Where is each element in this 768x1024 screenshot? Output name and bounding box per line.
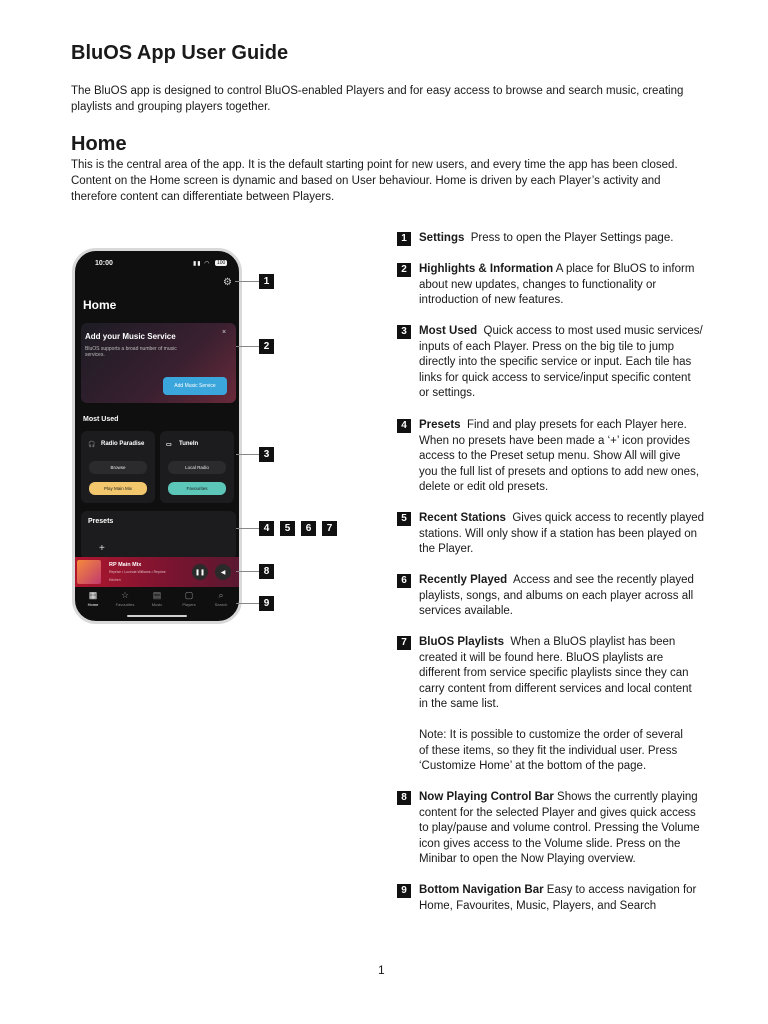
legend-number: 6 (397, 574, 411, 588)
browse-button[interactable]: Browse (89, 461, 147, 474)
leader-line (236, 571, 259, 572)
legend-text: directly into the specific service or input. Each tile has (419, 356, 692, 368)
legend-text: to play/pause and volume control. Pressing the Volume (419, 822, 700, 834)
nav-home[interactable] (78, 590, 108, 607)
legend-text: When a BluOS playlist has been (510, 636, 676, 648)
favourites-button[interactable]: Favourites (168, 482, 226, 495)
callout-marker: 6 (301, 521, 316, 536)
minibar-location: Kitchen (109, 578, 121, 582)
note-line: ‘Customize Home’ at the bottom of the page. (419, 760, 647, 772)
legend-term: Recent Stations (419, 512, 506, 524)
legend-text: When no presets have been made a ‘+’ icon provides (419, 434, 690, 447)
callout-marker: 2 (259, 339, 274, 354)
legend-body (419, 262, 715, 309)
legend-text: stations. Will only show if a station has been played on (419, 527, 698, 540)
minibar-title: RP Main Mix (109, 562, 142, 568)
legend-text: Easy to access navigation for (546, 884, 697, 896)
callout-marker: 5 (280, 521, 295, 536)
legend-text: created it will be found here. BluOS playlists are (419, 651, 664, 664)
page-number: 1 (378, 963, 385, 977)
highlight-card-title: Add your Music Service (85, 332, 176, 341)
legend-number: 7 (397, 636, 411, 650)
note-line: of these items, so they fit the individual user. Press (419, 744, 678, 757)
legend-number: 9 (397, 884, 411, 898)
legend-body (419, 511, 715, 558)
home-line: This is the central area of the app. It is the default starting point for new users, and every time the app has been closed. (71, 159, 678, 171)
tile-name: TuneIn (179, 441, 199, 447)
phone-home-title: Home (83, 298, 117, 312)
legend-term: Most Used (419, 325, 478, 337)
highlight-card-description: BluOS supports a broad number of music services. (85, 346, 177, 358)
intro-line: The BluOS app is designed to control BluOS-enabled Players and for easy access to browse and search music, creating (71, 85, 684, 97)
intro-line: playlists and grouping players together. (71, 101, 271, 113)
presets-label: Presets (88, 518, 114, 525)
legend-text: icon gives access to the Volume slide. Press on the (419, 837, 681, 850)
legend-body (419, 883, 715, 914)
legend-body (419, 635, 715, 713)
legend-text: content for the selected Player and gives quick access (419, 806, 696, 819)
legend-number: 8 (397, 791, 411, 805)
callout-marker: 9 (259, 596, 274, 611)
local-radio-button[interactable]: Local Radio (168, 461, 226, 474)
legend-number: 5 (397, 512, 411, 526)
tile-name: Radio Paradise (101, 441, 145, 447)
minibar-subtitle: Reprise • Lucinda Williams • Reprise (109, 570, 166, 574)
legend-term: Settings (419, 232, 465, 244)
phone-screenshot (72, 248, 242, 624)
legend-text: playlists, songs, and albums on each player across all (419, 589, 694, 602)
status-time: 10:00 (95, 260, 113, 267)
callout-marker: 4 (259, 521, 274, 536)
play-main-mix-button[interactable]: Play Main Mix (89, 482, 147, 495)
legend-number: 2 (397, 263, 411, 277)
plus-icon[interactable]: + (99, 543, 105, 554)
legend-text: the Player. (419, 543, 474, 555)
callout-marker: 3 (259, 447, 274, 462)
legend-term: Recently Played (419, 574, 508, 586)
battery-icon: 100 (217, 260, 226, 266)
legend-text: delete or edit old presets. (419, 481, 549, 493)
legend-term: Highlights & Information (419, 263, 554, 275)
nav-label: Favourites (115, 602, 135, 607)
legend-text: Find and play presets for each Player here. (466, 419, 687, 431)
legend-number: 3 (397, 325, 411, 339)
legend-text: services available. (419, 605, 513, 617)
nav-label: Players (182, 602, 196, 607)
volume-icon[interactable]: ◀ (215, 564, 231, 580)
legend-term: Now Playing Control Bar (419, 791, 554, 803)
legend-text: in the same list. (419, 698, 499, 710)
legend-body (419, 573, 715, 620)
legend-text: A place for BluOS to inform (555, 263, 695, 275)
legend-body (419, 324, 715, 402)
home-indicator (127, 615, 187, 617)
legend-text: access to the Preset setup menu. Show All will give (419, 450, 681, 462)
nav-label: Music (151, 602, 163, 607)
intro-paragraph (71, 83, 711, 115)
nav-label: Home (87, 602, 99, 607)
home-icon: ▦ (88, 590, 98, 600)
legend-text: Press to open the Player Settings page. (470, 232, 674, 244)
legend-text: Home, Favourites, Music, Players, and Search (419, 899, 657, 912)
home-heading: Home (71, 133, 127, 155)
legend-body (419, 418, 715, 496)
home-description (71, 157, 721, 205)
legend-text: Access and see the recently played (512, 574, 694, 586)
home-line: therefore content can differentiate between Players. (71, 191, 335, 203)
legend-text: inputs of each Player. Press on the big tile to jump (419, 340, 675, 353)
legend-text: Shows the currently playing (557, 791, 698, 803)
pause-icon[interactable]: ❚❚ (192, 564, 208, 580)
nav-search[interactable] (206, 590, 236, 607)
note-line: Note: It is possible to customize the order of several (419, 729, 683, 741)
leader-line (236, 603, 259, 604)
callout-marker: 8 (259, 564, 274, 579)
gear-icon[interactable]: ⚙ (223, 277, 232, 288)
nav-music[interactable] (142, 590, 172, 607)
most-used-label: Most Used (83, 416, 119, 423)
nav-favourites[interactable] (110, 590, 140, 607)
home-line: Content on the Home screen is dynamic and based on User behaviour. Home is driven by each Player’s activity and (71, 175, 661, 187)
leader-line (235, 281, 259, 282)
legend-body (419, 790, 715, 868)
music-icon: ▤ (152, 590, 162, 600)
legend-text: carry content from different services and local content (419, 682, 692, 695)
legend-text: about new updates, changes to functionality or (419, 278, 657, 291)
signal-wifi-icon: ▮▮ ◠ (193, 261, 211, 267)
leader-line (236, 528, 259, 529)
legend-text: links for quick access to service/input specific content (419, 371, 691, 384)
tunein-icon: ▭ (166, 442, 172, 448)
legend-number: 4 (397, 419, 411, 433)
callout-marker: 1 (259, 274, 274, 289)
close-icon[interactable]: × (222, 329, 227, 336)
legend-text: or settings. (419, 387, 476, 399)
legend-number: 1 (397, 232, 411, 246)
legend-text: introduction of new features. (419, 294, 564, 306)
nav-players[interactable] (174, 590, 204, 607)
document-title: BluOS App User Guide (71, 42, 289, 64)
add-music-service-button[interactable]: Add Music Service (163, 377, 227, 395)
album-art (77, 560, 101, 584)
callout-marker: 7 (322, 521, 337, 536)
legend-term: Bottom Navigation Bar (419, 884, 544, 896)
legend-text: Minibar to open the Now Playing overview. (419, 853, 636, 865)
star-icon: ☆ (120, 590, 130, 600)
legend-text: different from service specific playlists since they can (419, 667, 689, 679)
leader-line (236, 346, 259, 347)
search-icon: ⌕ (218, 590, 224, 600)
legend-text: you the full list of presets and options to add new ones, (419, 465, 700, 478)
legend-body (419, 231, 715, 247)
headphones-icon: 🎧 (88, 442, 96, 448)
player-icon: ▢ (184, 590, 194, 600)
legend-text: Quick access to most used music services/ (483, 325, 703, 337)
legend-term: Presets (419, 419, 461, 431)
legend-term: BluOS Playlists (419, 636, 505, 648)
nav-label: Search (214, 602, 228, 607)
legend-text: Gives quick access to recently played (512, 512, 705, 524)
leader-line (236, 454, 259, 455)
customize-note (419, 728, 714, 775)
